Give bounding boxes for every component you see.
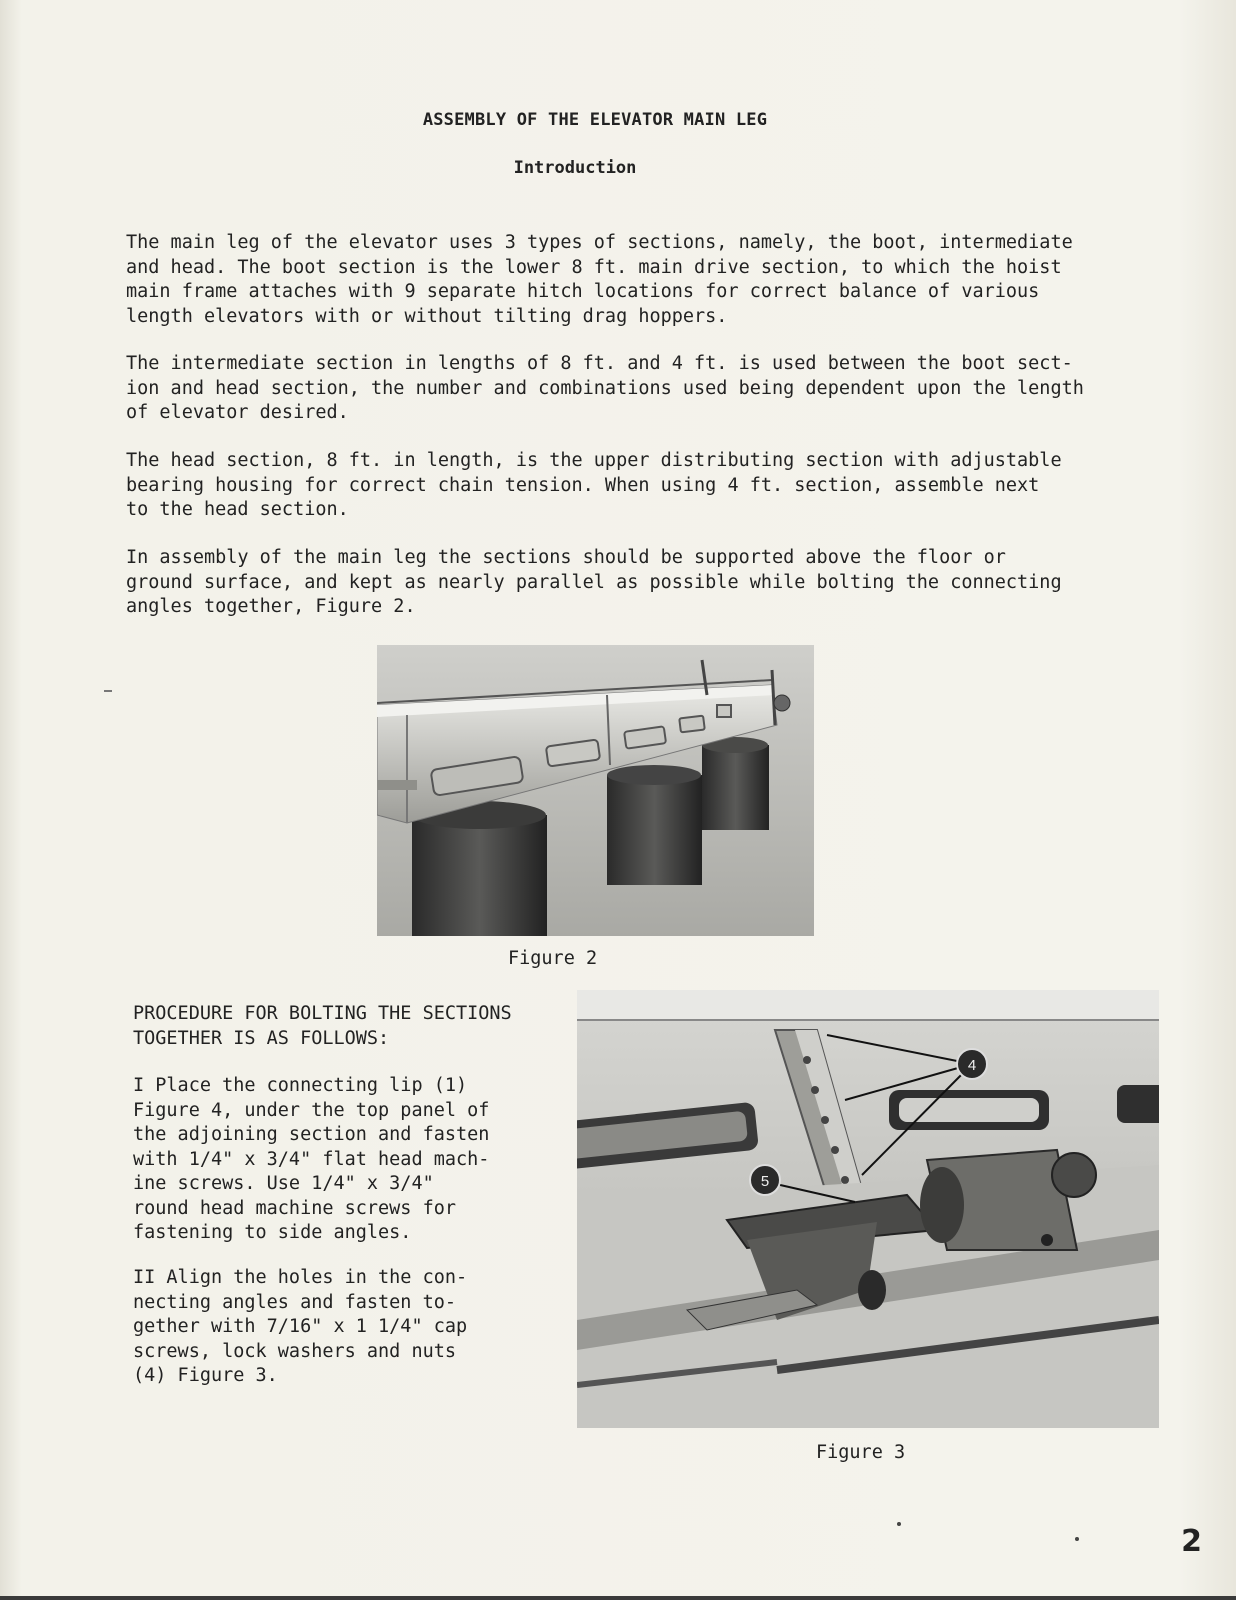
paragraph-intro-3: The head section, 8 ft. in length, is the upper distributing section with adjustable bearing housing for correct chain tension. When using 4 ft. section, assemble next to the head section. — [126, 450, 1062, 520]
paragraph-intro-1: The main leg of the elevator uses 3 types of sections, namely, the boot, intermediate and head. The boot section is the lower 8 ft. main drive section, to which the hoist main frame attaches with 9 separate hitch locations for correct balance of various length elevators with or without tilting drag hoppers. — [126, 232, 1073, 327]
callout-5 — [750, 1165, 780, 1195]
paper-speck — [897, 1522, 901, 1526]
page-title: ASSEMBLY OF THE ELEVATOR MAIN LEG — [422, 110, 768, 130]
callout-5-label: 5 — [760, 1173, 770, 1190]
page-number: 2 — [1181, 1524, 1202, 1559]
figure-3-illustration — [577, 990, 1159, 1428]
section-subtitle: Introduction — [513, 158, 637, 178]
procedure-step-2: II Align the holes in the con- necting angles and fasten to- gether with 7/16" x 1 1/4" cap screws, lock washers and nuts (4) Figure 3. — [133, 1267, 468, 1386]
paper-speck — [1075, 1537, 1079, 1541]
figure-3-caption: Figure 3 — [816, 1442, 906, 1463]
callout-4-label: 4 — [967, 1057, 977, 1074]
page-bottom-edge — [0, 1596, 1236, 1600]
paragraph-intro-2: The intermediate section in lengths of 8 ft. and 4 ft. is used between the boot sect- ion and head section, the number and combinations used being dependent upon the length of elevator desired. — [126, 353, 1084, 423]
figure-3-photo — [577, 990, 1159, 1428]
procedure-step-1: I Place the connecting lip (1) Figure 4, under the top panel of the adjoining section and fasten with 1/4" x 3/4" flat head mach- ine screws. Use 1/4" x 3/4" round head machine screws for fastening to side angles. — [133, 1075, 490, 1243]
callout-4 — [957, 1049, 987, 1079]
figure-2-illustration — [377, 645, 814, 936]
paragraph-intro-4: In assembly of the main leg the sections should be supported above the floor or ground surface, and kept as nearly parallel as possible while bolting the connecting angles together, Figure 2. — [126, 547, 1062, 617]
figure-2-caption: Figure 2 — [508, 948, 598, 969]
margin-mark — [104, 690, 112, 692]
procedure-heading: PROCEDURE FOR BOLTING THE SECTIONS TOGETHER IS AS FOLLOWS: — [133, 1003, 512, 1049]
figure-2-photo — [377, 645, 814, 936]
